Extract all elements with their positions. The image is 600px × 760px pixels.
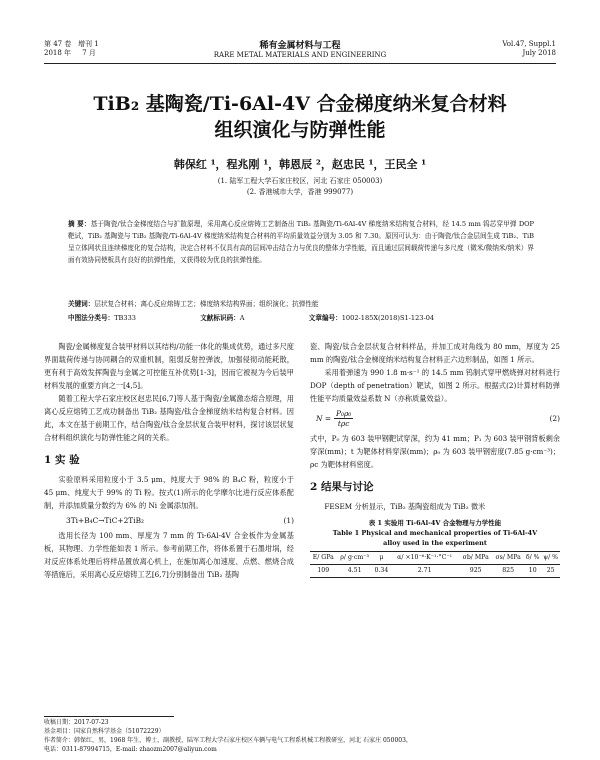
header-center (170, 38, 430, 59)
table-row (310, 565, 560, 578)
equation-2-lhs: N = (316, 414, 332, 423)
month-left: 7 月 (82, 49, 96, 57)
equation-2-denominator: tρc (337, 419, 350, 428)
header-rule (44, 63, 556, 64)
author-bio: 作者简介：韩保红，男，1968 年生，博士，副教授，陆军工程大学石家庄校区车辆与电气工程系机械工程教研室，河北 石家庄 050003， (44, 737, 412, 744)
table-cell: 925 (459, 565, 492, 578)
experiment-paragraph-1: 实验原料采用粒度小于 3.5 μm、纯度大于 98% 的 B₄C 粉，粒度小于 45 μm、纯度大于 99% 的 Ti 粉。按式(1)所示的化学摩尔比进行反应体系配制，并添加质量分数约为 6% 的 Ni 金属添加剂。 (44, 475, 294, 510)
abstract-text: 基于陶瓷/钛合金梯度结合与扩散原理，采用离心反应熔铸工艺制备出 TiB₂ 基陶瓷/Ti-6Al-4V 梯度纳米结构复合材料，经 14.5 mm 钨芯穿甲弹 DOP 靶试，TiB₂ 基陶瓷与 TiB₂ 基陶瓷/Ti-6Al-4V 梯度纳米结构复合材料的平均质量效益分别为 3.05 和 7.30。原因可认为：由于陶瓷/钛合金层间生成 TiB₂、TiB 呈立体网状且连续梯度化的复合结构，决定合材料不仅具有高的层间冲击结合力与优良的整体力学性能，而且通过层间载荷传递与多尺度（微米/微纳米/纳米）界面有效协同使板具有良好的抗弹性能，又获得较为优良的抗弹性能。 (68, 220, 535, 264)
equation-2-number: (2) (549, 414, 560, 423)
intro-paragraph-1: 陶瓷/金属梯度复合装甲材料以其结构/功能一体化的集成优势，通过多尺度界面载荷传递与协同耦合的双重机制，阻弱反射控弹波，加强侵彻动能耗散，更有利于高效发挥陶瓷与金属之可控能互补优势[1-3]，因而它被视为今后装甲材料发展的重要方向之一[4,5]。 (44, 342, 294, 390)
table-cell: 825 (492, 565, 524, 578)
year-left: 2018 年 (44, 49, 72, 57)
contact-info: 电话：0311-87994715，E-mail: zhaozm2007@aliyun.com (44, 746, 217, 753)
equation-1-body: 3Ti+B₄C→TiC+2TiB₂ (66, 516, 144, 525)
results-paragraph-1: FESEM 分析显示，TiB₂ 基陶瓷组成为 TiB₂ 微米 (324, 502, 486, 511)
clc-code: TB333 (114, 314, 136, 322)
date-right: July 2018 (522, 49, 556, 57)
table-1-caption-en-2: alloy used in the experiment (383, 539, 487, 547)
abstract (68, 218, 534, 266)
right-column (310, 340, 560, 578)
table-header-cell: σs/ MPa (492, 552, 524, 565)
article-number-label: 文章编号： (308, 314, 342, 322)
header-right (436, 40, 556, 58)
journal-title-en: RARE METAL MATERIALS AND ENGINEERING (213, 51, 387, 59)
table-header-cell: σb/ MPa (459, 552, 492, 565)
classification-line (68, 312, 534, 324)
doc-code: A (239, 314, 245, 322)
section-2-heading: 2 结果与讨论 (310, 481, 374, 493)
equation-2 (310, 405, 560, 432)
table-cell: 109 (310, 565, 337, 578)
right-paragraph-3: 式中，P₀ 为 603 装甲钢靶试穿深，约为 41 mm；P₁ 为 603 装甲钢背板剩余穿深(mm)；t 为靶体材料穿深(mm)；ρ₀ 为 603 装甲钢密度(7.85 g·cm⁻³)；ρc 为靶体材料密度。 (310, 434, 560, 469)
article-title-line2: 组织演化与防弹性能 (214, 119, 386, 141)
table-1-caption-en-1: Table 1 Physical and mechanical properties of Ti-6Al-4V (332, 529, 538, 537)
table-header-cell: α/ ×10⁻⁶·K⁻¹·°C⁻¹ (390, 552, 459, 565)
equation-2-numerator: P₀ρ₀ (336, 409, 352, 418)
right-paragraph-2: 采用着弹速为 990 1.8 m·s⁻¹ 的 14.5 mm 钨制式穿甲燃烧弹对材料进行 DOP（depth of penetration）靶试，如图 2 所示。根据式(2)计算材料防弹性能平均质量效益系数 N（亦称质量效益）。 (310, 368, 560, 403)
volume-left: 第 47 卷 (44, 40, 72, 48)
table-header-cell: δ/ % (524, 552, 541, 565)
keywords (68, 298, 534, 310)
keywords-text: 层状复合材料；离心反应熔铸工艺；梯度纳米结构界面；组织演化；抗弹性能 (94, 300, 319, 308)
volume-right: Vol.47, Suppl.1 (502, 40, 556, 48)
header-left (44, 40, 164, 58)
table-1-grid (310, 551, 560, 578)
table-header-cell: ρ/ g·cm⁻³ (337, 552, 373, 565)
table-header-cell: μ (373, 552, 390, 565)
received-date: 收稿日期：2017-07-23 (44, 719, 109, 726)
table-cell: 0.34 (373, 565, 390, 578)
article-title-line1: TiB₂ 基陶瓷/Ti-6Al-4V 合金梯度纳米复合材料 (93, 93, 507, 115)
equation-1 (44, 512, 294, 529)
doc-code-label: 文献标识码： (200, 314, 240, 322)
left-column (44, 340, 294, 581)
right-paragraph-1: 瓷、陶瓷/钛合金层状复合材料样品，并加工成对角线为 80 mm，厚度为 25 mm 的陶瓷/钛合金梯度纳米结构复合材料正六边形制品，如图 1 所示。 (310, 342, 560, 364)
table-1-caption-cn: 表 1 实验用 Ti-6Al-4V 合金物理与力学性能 (368, 519, 502, 527)
article-number: 1002-185X(2018)S1-123-04 (341, 314, 435, 322)
table-cell: 2.71 (390, 565, 459, 578)
keywords-label: 关键词： (68, 300, 95, 308)
equation-2-fraction (334, 409, 353, 428)
fund-info: 基金项目：国家自然科学基金（51072229） (44, 728, 165, 735)
table-header-cell: ψ/ % (541, 552, 560, 565)
experiment-paragraph-2: 选用长径为 100 mm、厚度为 7 mm 的 Ti-6Al-4V 合金板作为金属基板，其物理、力学性能如表 1 所示。参考前期工作，将体系置于石墨坩埚，经对反应体系处理后将样品置放离心机上，在施加离心加速度、点燃、燃烧合成等措施后，采用离心反应熔铸工艺[6,7]分别制备出 TiB₂ 基陶 (44, 531, 294, 579)
table-header-cell: E/ GPa (310, 552, 337, 565)
issue-left: 增刊 1 (78, 40, 99, 48)
table-1-header-row (310, 552, 560, 565)
table-cell: 4.51 (337, 565, 373, 578)
abstract-label: 摘 要： (68, 220, 91, 228)
affiliation-2: (2. 香港城市大学，香港 999077) (246, 188, 354, 196)
table-cell: 25 (541, 565, 560, 578)
journal-title-cn: 稀有金属材料与工程 (259, 41, 341, 51)
footnotes (44, 718, 560, 754)
author-list: 韩保红 ¹，程兆刚 ¹，韩恩辰 ²，赵忠民 ¹，王民全 ¹ (173, 158, 427, 171)
affiliation-1: (1. 陆军工程大学石家庄校区，河北 石家庄 050003) (217, 177, 383, 185)
equation-1-number: (1) (283, 516, 294, 525)
intro-paragraph-2: 随着工程大学石家庄校区赵忠民[6,7]等人基于陶瓷/金属激态熔合原理，用离心反应熔铸工艺成功制备出 TiB₂ 基陶瓷/钛合金梯度纳米结构复合材料。因此，本文在基于前期工作，结合陶瓷/钛合金层状复合装甲材料，探讨该层状复合材料组织演化与防弹性能之间的关系。 (44, 394, 294, 442)
section-1-heading: 1 实 验 (44, 454, 80, 466)
table-1 (310, 518, 560, 578)
footnote-rule (44, 716, 174, 717)
table-cell: 10 (524, 565, 541, 578)
equation-2-body (316, 409, 353, 428)
clc-label: 中图法分类号： (68, 314, 115, 322)
